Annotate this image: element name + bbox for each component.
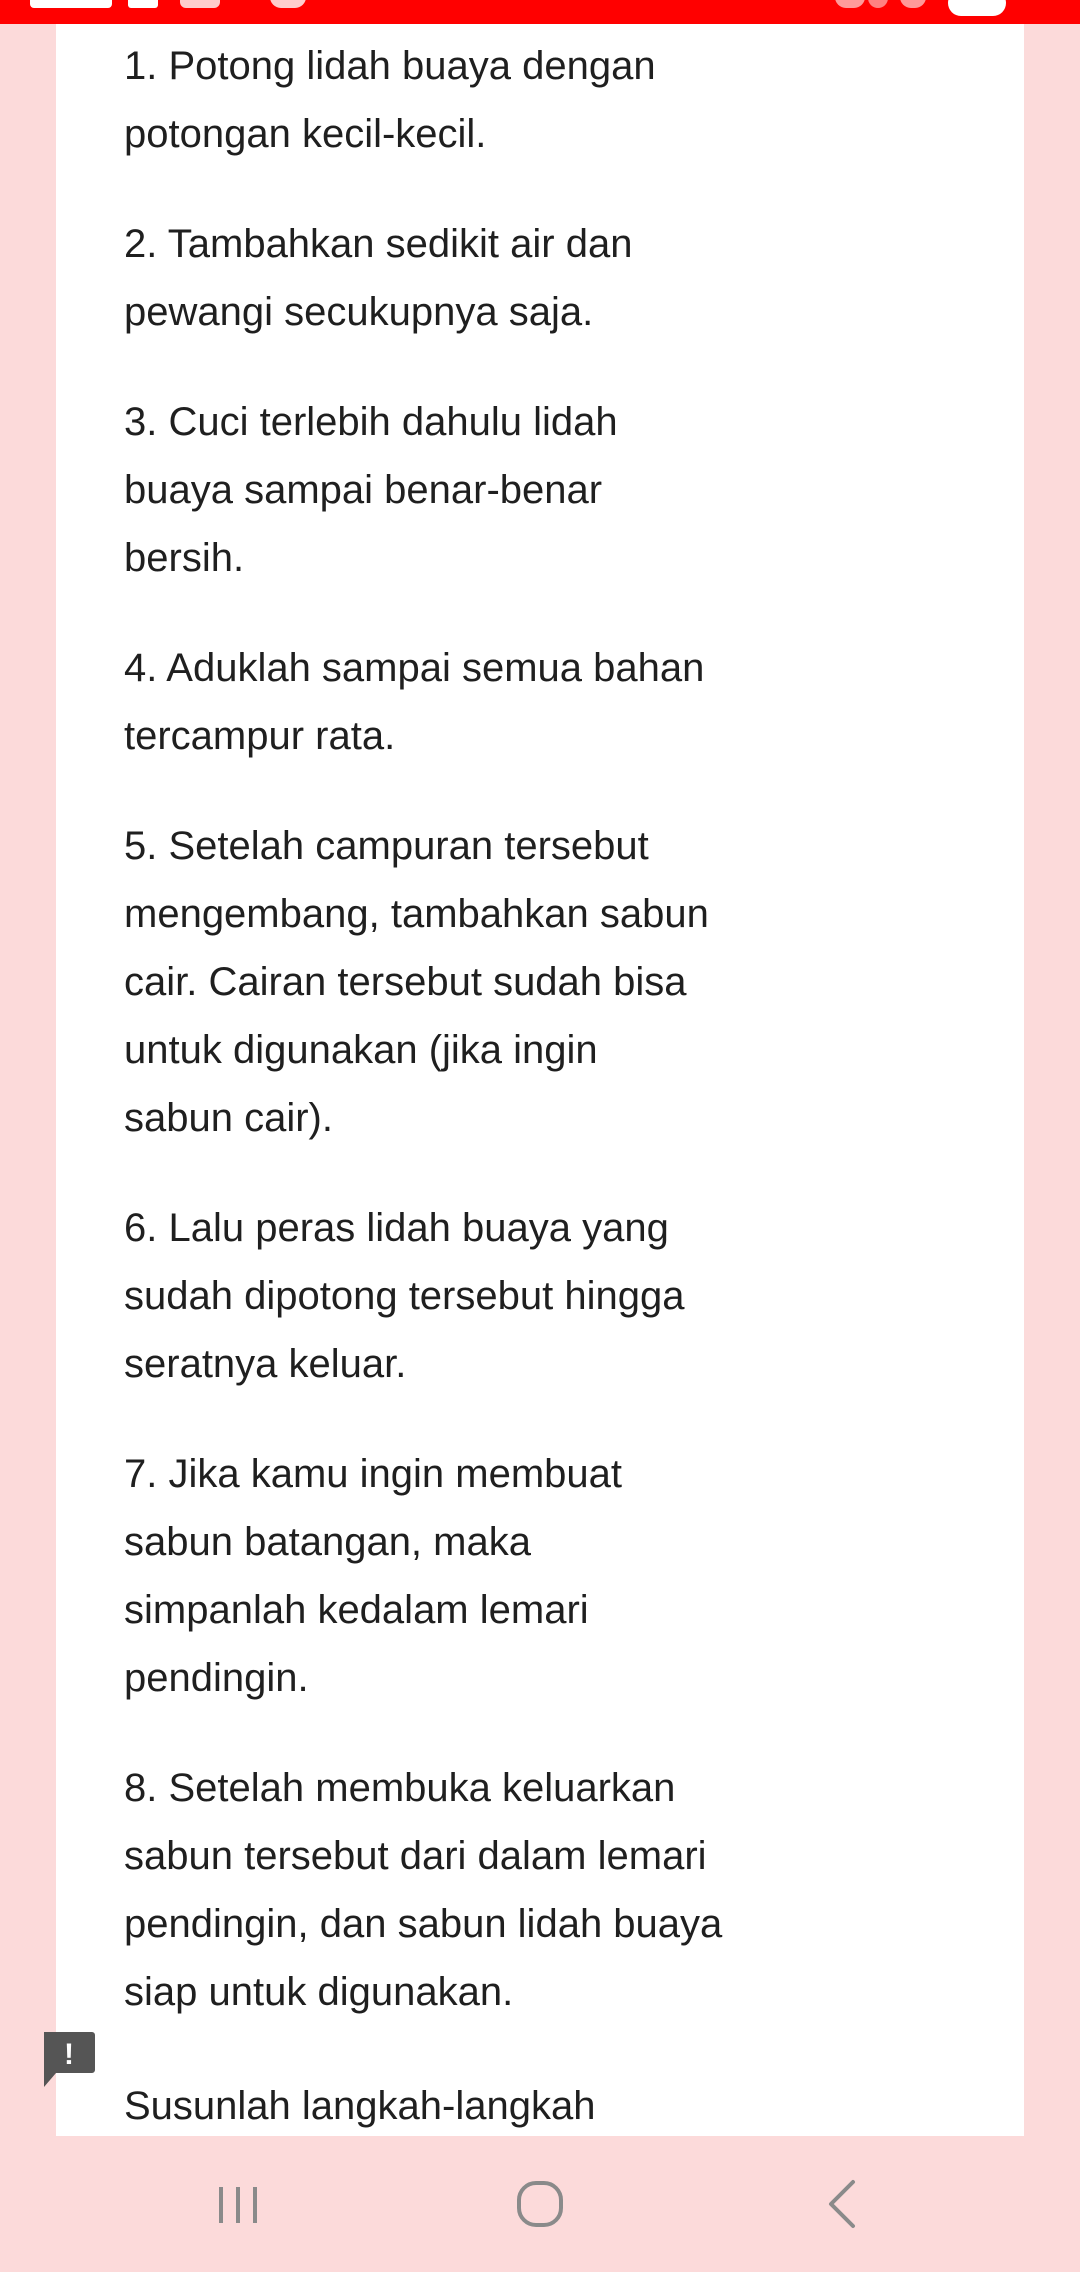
- step-item: [124, 1194, 944, 1398]
- step-line: sudah dipotong tersebut hingga: [124, 1274, 685, 1318]
- step-line: 2. Tambahkan sedikit air dan: [124, 222, 633, 266]
- step-line: 7. Jika kamu ingin membuat: [124, 1452, 623, 1496]
- step-item: [124, 634, 944, 770]
- step-line: siap untuk digunakan.: [124, 1970, 514, 2014]
- battery-icon: [948, 0, 1006, 16]
- step-line: 4. Aduklah sampai semua bahan: [124, 646, 705, 690]
- step-line: 6. Lalu peras lidah buaya yang: [124, 1206, 669, 1250]
- step-item: [124, 1754, 944, 2026]
- clock-fragment: [30, 0, 112, 8]
- status-bar: [0, 0, 1080, 24]
- step-list: [124, 32, 944, 2026]
- back-icon: [817, 2174, 867, 2234]
- step-line: buaya sampai benar-benar: [124, 468, 603, 512]
- data-icon: [868, 0, 888, 8]
- step-line: sabun tersebut dari dalam lemari: [124, 1834, 707, 1878]
- home-icon: [510, 2174, 570, 2234]
- step-line: 8. Setelah membuka keluarkan: [124, 1766, 676, 1810]
- recents-icon: [213, 2179, 263, 2229]
- step-line: mengembang, tambahkan sabun: [124, 892, 709, 936]
- back-button[interactable]: [782, 2164, 902, 2244]
- step-line: pewangi secukupnya saja.: [124, 290, 594, 334]
- step-line: pendingin.: [124, 1656, 309, 1700]
- step-line: untuk digunakan (jika ingin: [124, 1028, 598, 1072]
- step-line: simpanlah kedalam lemari: [124, 1588, 589, 1632]
- step-item: [124, 32, 944, 168]
- step-line: sabun batangan, maka: [124, 1520, 531, 1564]
- signal-icon: [900, 0, 926, 8]
- step-line: sabun cair).: [124, 1096, 333, 1140]
- mute-icon: [835, 0, 865, 8]
- question-text: Susunlah langkah-langkah: [124, 2084, 596, 2128]
- report-flag-icon[interactable]: [40, 2030, 96, 2088]
- step-line: tercampur rata.: [124, 714, 396, 758]
- step-item: [124, 210, 944, 346]
- step-line: cair. Cairan tersebut sudah bisa: [124, 960, 687, 1004]
- step-line: potongan kecil-kecil.: [124, 112, 487, 156]
- notification-icon: [128, 0, 158, 8]
- question-card: [56, 24, 1024, 2136]
- step-line: 1. Potong lidah buaya dengan: [124, 44, 656, 88]
- step-item: [124, 388, 944, 592]
- step-line: pendingin, dan sabun lidah buaya: [124, 1902, 723, 1946]
- step-item: [124, 1440, 944, 1712]
- step-line: bersih.: [124, 536, 245, 580]
- step-line: 5. Setelah campuran tersebut: [124, 824, 649, 868]
- step-line: 3. Cuci terlebih dahulu lidah: [124, 400, 618, 444]
- step-item: [124, 812, 944, 1152]
- navigation-bar: [0, 2136, 1080, 2272]
- recents-button[interactable]: [178, 2164, 298, 2244]
- home-button[interactable]: [480, 2164, 600, 2244]
- chat-icon: [270, 0, 306, 8]
- report-flag-shape: [40, 2030, 96, 2088]
- screenshot-icon: [180, 0, 220, 8]
- report-flag-glyph: !: [64, 2038, 74, 2071]
- step-line: seratnya keluar.: [124, 1342, 407, 1386]
